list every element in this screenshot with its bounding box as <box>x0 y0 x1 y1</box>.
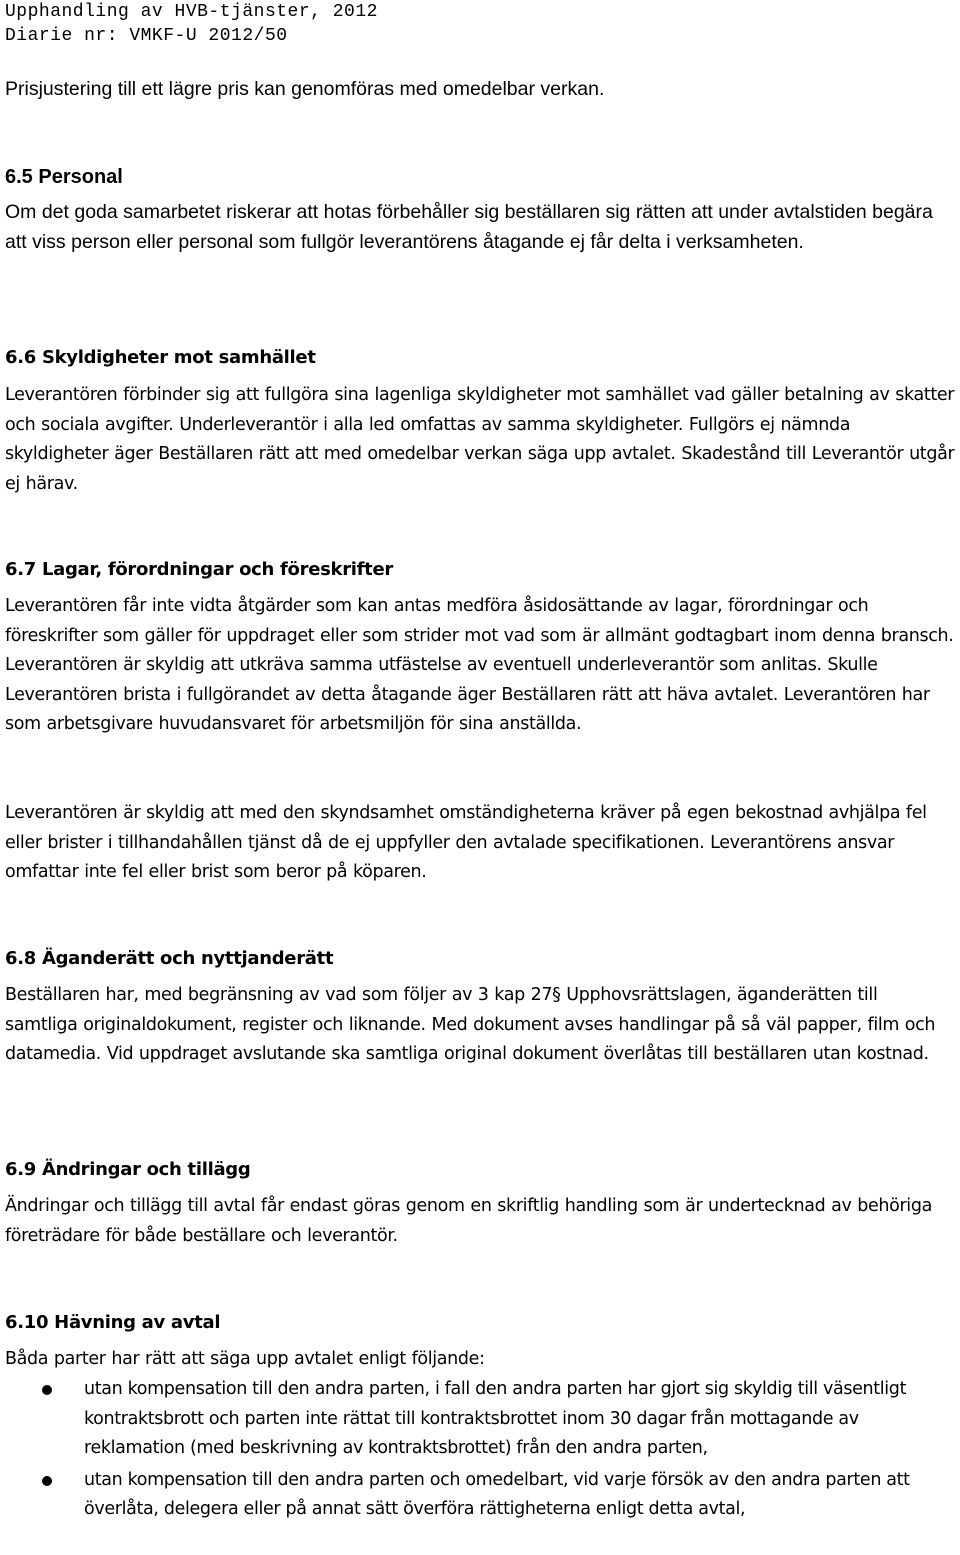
section-6-6-text: Leverantören förbinder sig att fullgöra sina lagenliga skyldigheter mot samhället vad gäller betalning av skatter och sociala avgifter. Underleverantör i alla led omfattas av samma skyldigheter. Fullgörs ej nämnda skyldigheter äger Beställaren rätt att med omedelbar verkan säga upp avtalet. Skadestånd till Leverantör utgår ej härav. <box>5 385 955 494</box>
termination-conditions-list <box>0 1375 960 1527</box>
section-6-7-heading: 6.7 Lagar, förordningar och föreskrifter <box>5 559 393 580</box>
section-6-8-heading: 6.8 Äganderätt och nyttjanderätt <box>5 948 334 969</box>
section-6-7-text-2: Leverantören är skyldig att med den skyndsamhet omständigheterna kräver på egen bekostnad avhjälpa fel eller brister i tillhandahållen tjänst då de ej uppfyller den avtalade specifikationen. Leverantörens ansvar omfattar inte fel eller brist som beror på köparen. <box>5 803 927 883</box>
header-diary-number: Diarie nr: VMKF-U 2012/50 <box>5 26 288 46</box>
list-item <box>0 1466 954 1525</box>
list-item-text: utan kompensation till den andra parten och omedelbart, vid varje försök av den andra parten att överlåta, delegera eller på annat sätt överföra rättigheterna enligt detta avtal, <box>84 1469 910 1520</box>
document-header <box>5 0 378 48</box>
list-item <box>0 1375 954 1464</box>
section-6-5-text: Om det goda samarbetet riskerar att hotas förbehåller sig beställaren sig rätten att under avtalstiden begära att viss person eller personal som fullgör leverantörens åtagande ej får delta i verksamheten. <box>5 201 933 253</box>
intro-text: Prisjustering till ett lägre pris kan genomföras med omedelbar verkan. <box>5 78 605 100</box>
section-6-10-text: Båda parter har rätt att säga upp avtalet enligt följande: <box>5 1349 485 1369</box>
bullet-icon <box>42 1385 52 1395</box>
list-item-text: utan kompensation till den andra parten, i fall den andra parten har gjort sig skyldig till väsentligt kontraktsbrott och parten inte rättat till kontraktsbrottet inom 30 dagar från mottagande av reklamation (med beskrivning av kontraktsbrottet) från den andra parten, <box>84 1379 907 1459</box>
section-6-9-heading: 6.9 Ändringar och tillägg <box>5 1159 251 1180</box>
bullet-icon <box>42 1476 52 1486</box>
header-title: Upphandling av HVB-tjänster, 2012 <box>5 2 378 22</box>
section-6-10-heading: 6.10 Hävning av avtal <box>5 1312 221 1333</box>
section-6-9-text: Ändringar och tillägg till avtal får endast göras genom en skriftlig handling som är undertecknad av behöriga företrädare för både beställare och leverantör. <box>5 1196 932 1246</box>
section-6-8-text: Beställaren har, med begränsning av vad som följer av 3 kap 27§ Upphovsrättslagen, äganderätten till samtliga originaldokument, register och liknande. Med dokument avses handlingar på så väl papper, film och datamedia. Vid uppdraget avslutande ska samtliga original dokument överlåtas till beställaren utan kostnad. <box>5 985 936 1065</box>
section-6-6-heading: 6.6 Skyldigheter mot samhället <box>5 347 316 368</box>
section-6-7-text-1: Leverantören får inte vidta åtgärder som kan antas medföra åsidosättande av lagar, förordningar och föreskrifter som gäller för uppdraget eller som strider mot vad som är allmänt godtagbart inom denna bransch. Leverantören är skyldig att utkräva samma utfästelse av eventuell underleverantör som anlitas. Skulle Leverantören brista i fullgörandet av detta åtagande äger Beställaren rätt att häva avtalet. Leverantören har som arbetsgivare huvudansvaret för arbetsmiljön för sina anställda. <box>5 596 954 735</box>
section-6-5-heading: 6.5 Personal <box>5 166 123 188</box>
